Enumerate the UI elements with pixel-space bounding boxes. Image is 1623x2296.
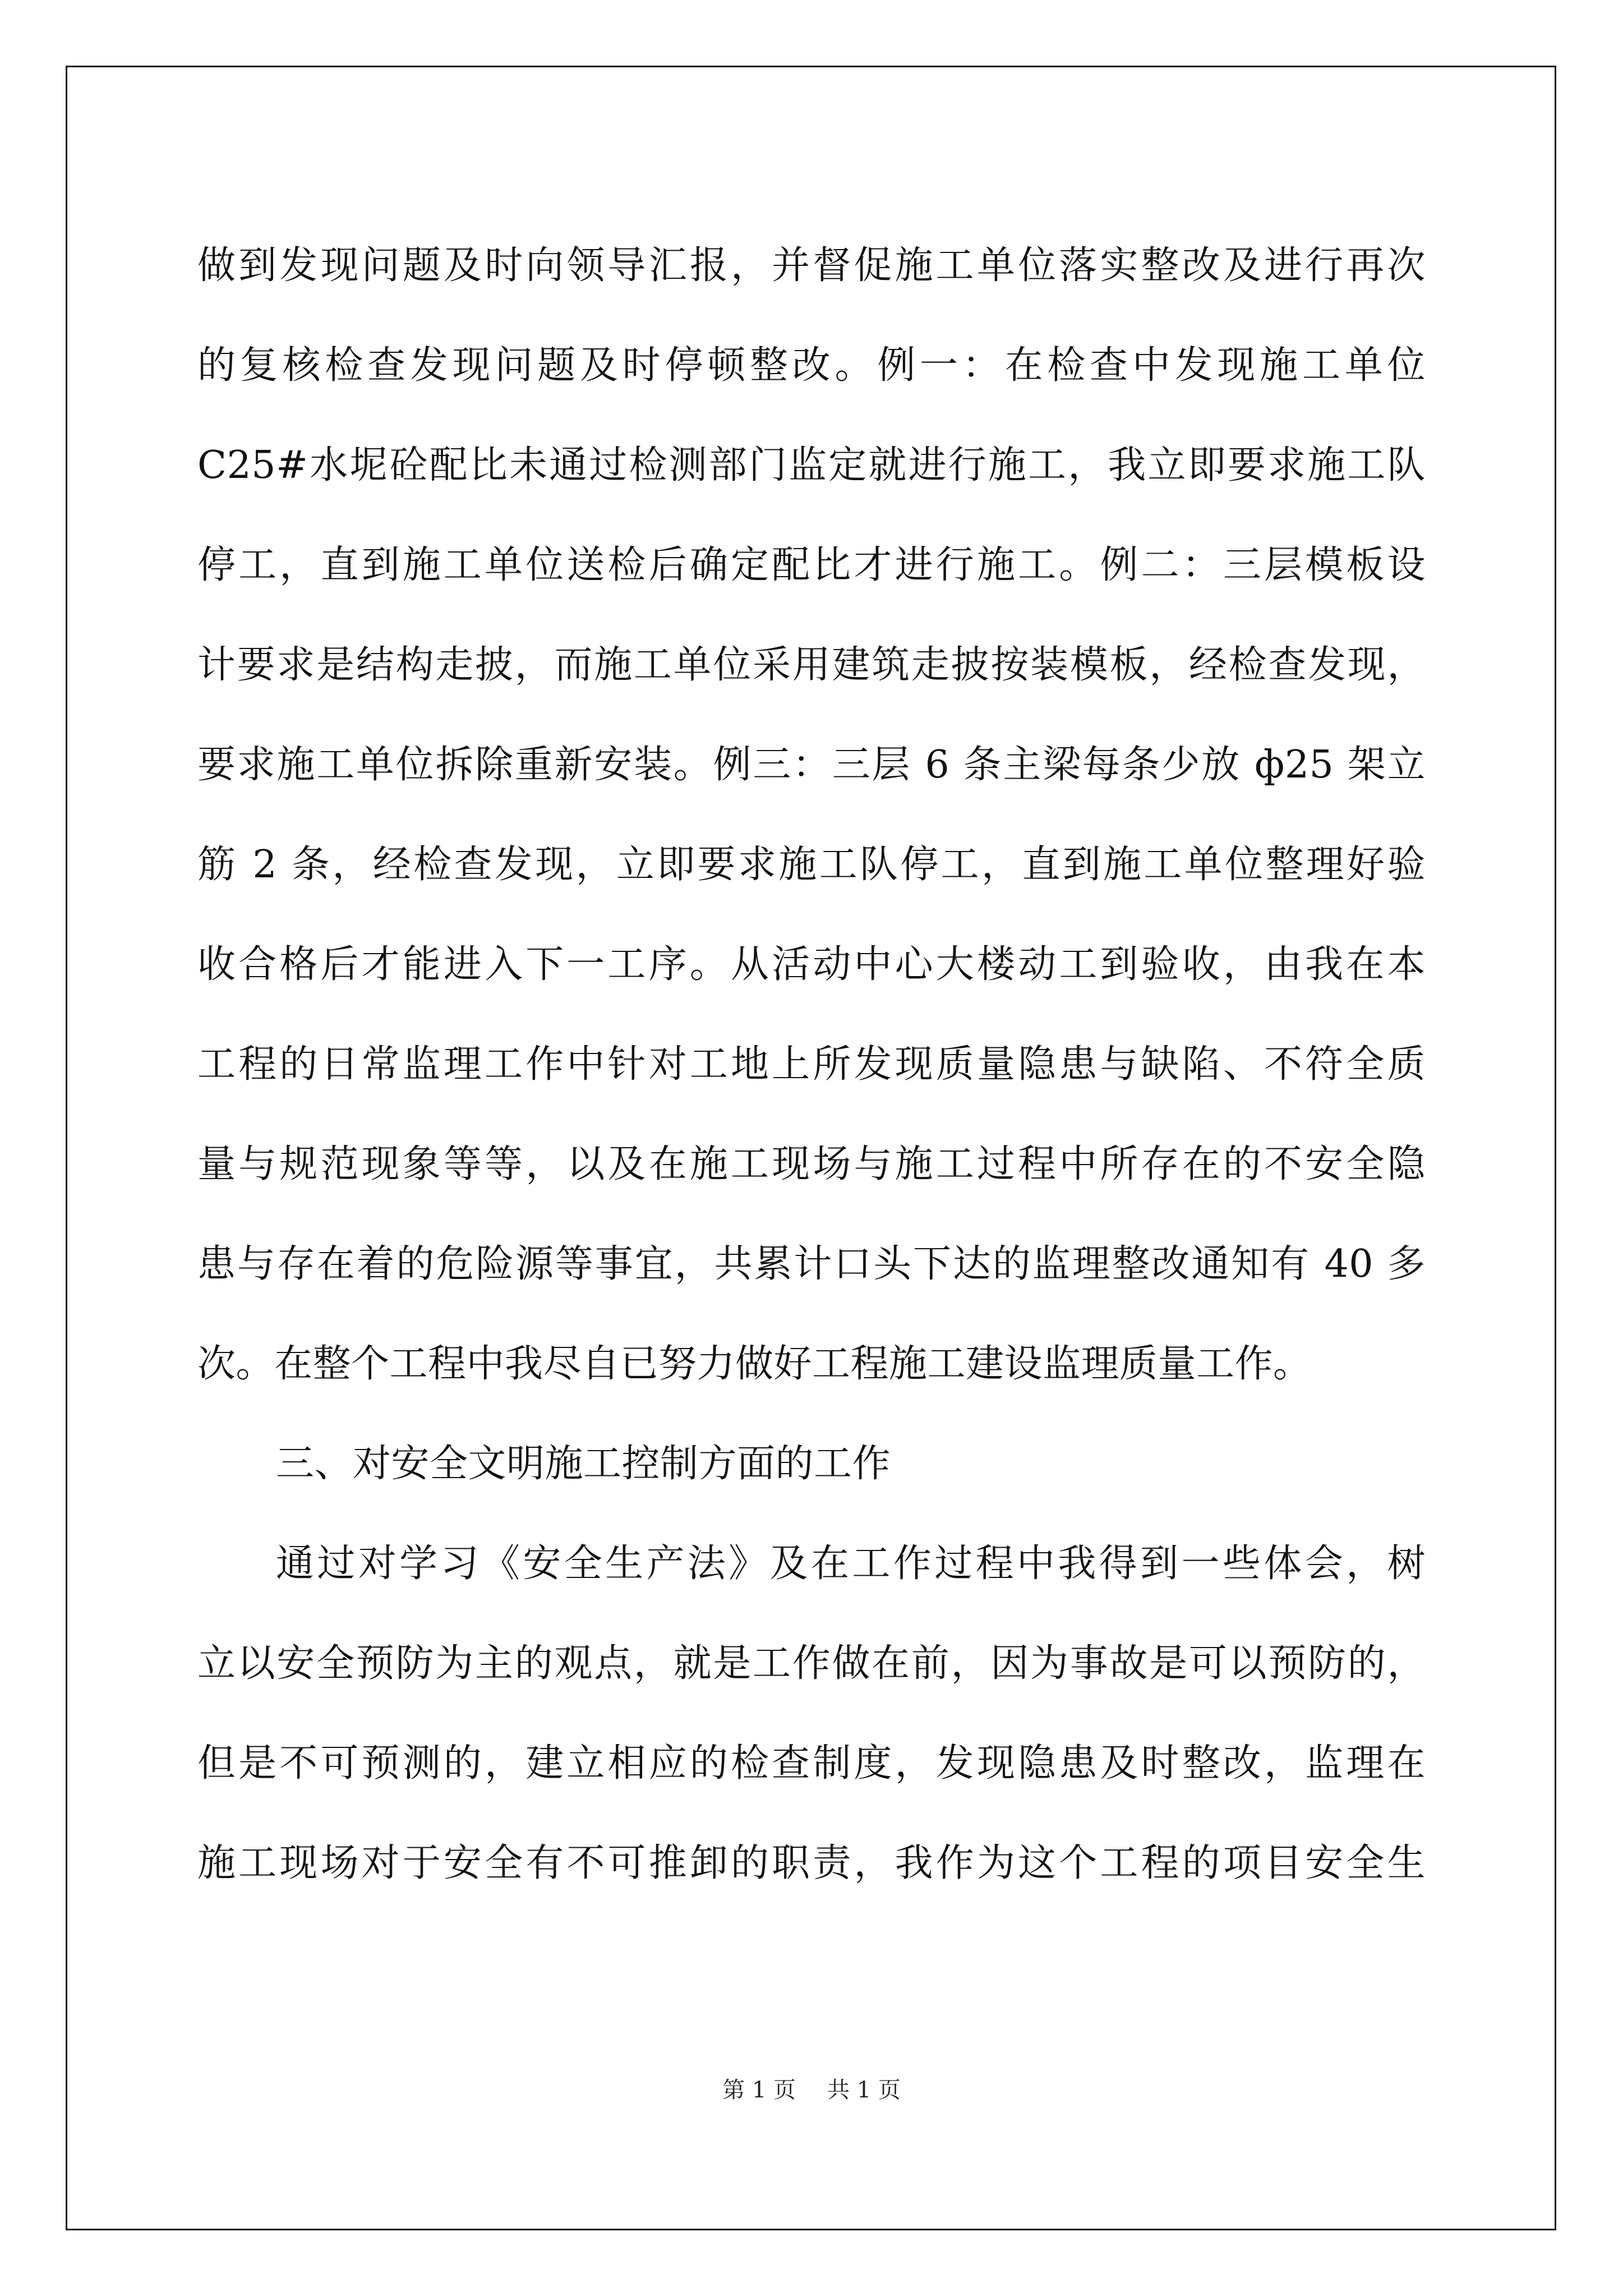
text-line: 立以安全预防为主的观点，就是工作做在前，因为事故是可以预防的， [197,1641,1426,1686]
text-line: 要求施工单位拆除重新安装。例三：三层 6 条主梁每条少放 ф25 架立 [197,743,1426,787]
text-line: 量与规范现象等等，以及在施工现场与施工过程中所存在的不安全隐 [197,1142,1426,1186]
text-line: 工程的日常监理工作中针对工地上所发现质量隐患与缺陷、不符全质 [197,1042,1426,1087]
page-total: 共 1 页 [827,2077,901,2103]
text-line: 患与存在着的危险源等事宜，共累计口头下达的监理整改通知有 40 多 [197,1242,1426,1286]
text-line: C25#水坭砼配比未通过检测部门监定就进行施工，我立即要求施工队 [197,443,1426,487]
text-line: 施工现场对于安全有不可推卸的职责，我作为这个工程的项目安全生 [197,1841,1426,1885]
text-line: 通过对学习《安全生产法》及在工作过程中我得到一些体会，树 [276,1542,1426,1586]
text-line: 的复核检查发现问题及时停顿整改。例一：在检查中发现施工单位 [197,343,1426,388]
text-line: 做到发现问题及时向领导汇报，并督促施工单位落实整改及进行再次 [197,243,1426,288]
document-body [197,216,1426,1913]
page-number: 第 1 页 [722,2077,796,2103]
text-line: 但是不可预测的，建立相应的检查制度，发现隐患及时整改，监理在 [197,1741,1426,1786]
text-line: 次。在整个工程中我尽自已努力做好工程施工建设监理质量工作。 [197,1342,1312,1386]
text-line: 收合格后才能进入下一工序。从活动中心大楼动工到验收，由我在本 [197,942,1426,987]
text-line: 计要求是结构走披，而施工单位采用建筑走披按装模板，经检查发现， [197,643,1426,687]
text-line: 停工，直到施工单位送检后确定配比才进行施工。例二：三层模板设 [197,543,1426,587]
page-footer [0,2073,1623,2107]
section-heading: 三、对安全文明施工控制方面的工作 [276,1442,891,1486]
text-line: 筋 2 条，经检查发现，立即要求施工队停工，直到施工单位整理好验 [197,843,1426,887]
